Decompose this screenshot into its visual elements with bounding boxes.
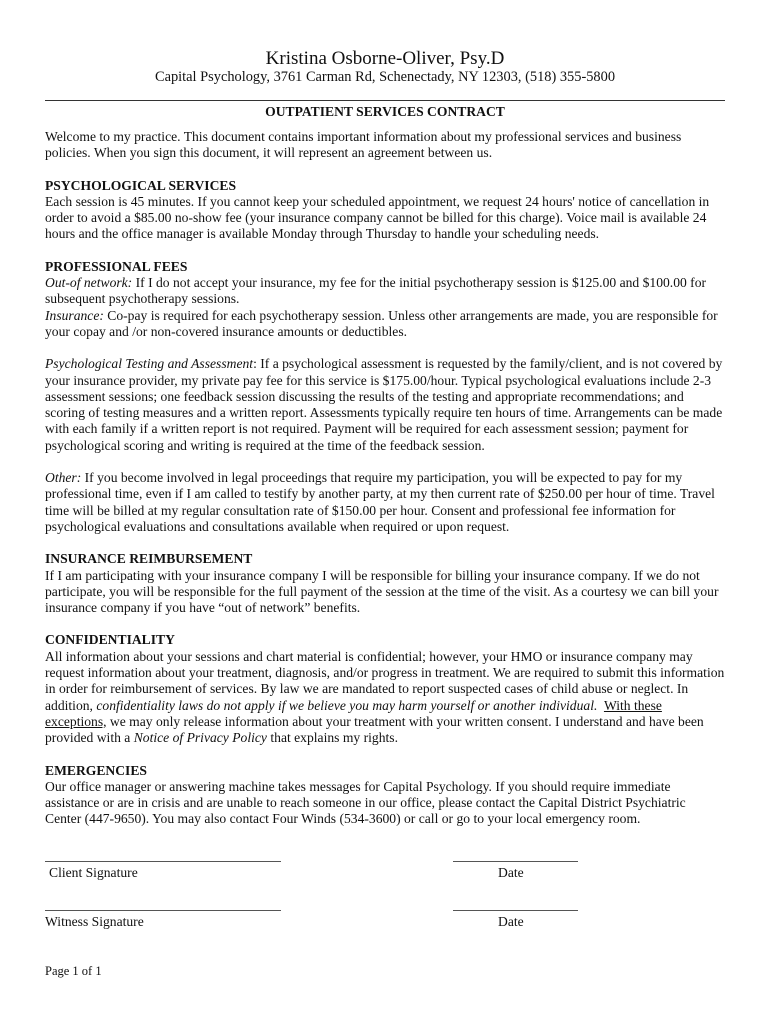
conf-text-b: we may only release information about your treatment with your written consent. I understand and have been provided with a (45, 713, 704, 746)
insurance-text: Co-pay is required for each psychotherapy session. Unless other arrangements are made, you are responsible for your copay and /or non-covered insurance amounts or deductibles. (45, 307, 718, 339)
emergencies-heading: EMERGENCIES (45, 762, 147, 778)
insurance-label: Insurance: (45, 307, 104, 323)
other-label: Other: (45, 470, 82, 486)
psych-services-heading: PSYCHOLOGICAL SERVICES (45, 177, 237, 193)
confidentiality-heading: CONFIDENTIALITY (45, 632, 175, 648)
client-signature-line[interactable] (45, 861, 281, 862)
other-text: If you become involved in legal proceedings that require my participation, you will be expected to pay for my professional time, even if I am called to testify by another party, at my then current rate of $250.00 per hour of time. Travel time will be billed at my regular consultation rate of $150.00 per hour. Consent and professional fee information for psychological evaluations and consultations available when required or upon request. (45, 470, 715, 534)
witness-date-line[interactable] (453, 910, 578, 911)
testing-text: : If a psychological assessment is requested by the family/client, and is not covered by your insurance provider, my private pay fee for this service is $175.00/hour. Typical psychological evaluations include 2-3 assessment sessions; one feedback session discussing the results of the testing and appropriate recommendations; and scoring of testing measures and a written report. Assessments typically require ten hours of time. Arrangements can be made with each family if a written report is not required. Payment will be required for each assessment session; payment for psychological scoring and writing is required at the time of the feedback session. (45, 356, 723, 453)
fees-out-of-network (45, 275, 725, 308)
conf-italic: confidentiality laws do not apply if we believe you may harm yourself or another individual. (96, 697, 598, 713)
practice-address: Capital Psychology, 3761 Carman Rd, Schenectady, NY 12303, (518) 355-5800 (154, 69, 616, 85)
client-date-line[interactable] (453, 861, 578, 862)
document-title: OUTPATIENT SERVICES CONTRACT (265, 104, 505, 119)
conf-text-c: that explains my rights. (266, 730, 398, 746)
psych-services-text: Each session is 45 minutes. If you cannot keep your scheduled appointment, we request 24 hours' notice of cancellation in order to avoid a $85.00 no-show fee (your insurance company cannot be billed for this charge). Voice mail is available 24 hours and the office manager is available Monday through Thursday to handle your scheduling needs. (45, 193, 710, 242)
conf-underline: With these exceptions, (45, 697, 662, 729)
page-number: Page 1 of 1 (45, 964, 102, 978)
witness-signature-line[interactable] (45, 910, 281, 911)
header-divider (45, 100, 725, 101)
fees-insurance (45, 308, 725, 341)
contract-body (45, 129, 725, 828)
client-date-label: Date (498, 865, 524, 880)
witness-signature-label: Witness Signature (45, 914, 144, 929)
privacy-policy-ref: Notice of Privacy Policy (133, 730, 267, 746)
insurance-text: If I am participating with your insurance company I will be responsible for billing your insurance company. If we do not participate, you will be responsible for the full payment of the session at the time of the visit. As a courtesy we can bill your insurance company if you have “out of network” benefits. (45, 567, 719, 616)
oon-label: Out-of network: (45, 275, 133, 291)
intro-paragraph: Welcome to my practice. This document contains important information about my professional services and business policies. When you sign this document, it will represent an agreement between us. (45, 129, 682, 161)
fees-testing (45, 356, 725, 454)
client-signature-label: Client Signature (49, 865, 138, 880)
witness-date-label: Date (498, 914, 524, 929)
oon-text: If I do not accept your insurance, my fee for the initial psychotherapy session is $125.00 and $100.00 for subsequent psychotherapy sessions. (45, 275, 707, 307)
insurance-heading: INSURANCE REIMBURSEMENT (45, 551, 253, 567)
fees-other (45, 470, 725, 535)
emergencies-text: Our office manager or answering machine takes messages for Capital Psychology. If you should require immediate assistance or are in crisis and are unable to reach someone in our office, please contact the Capital District Psychiatric Center (447-9650). You may also contact Four Winds (534-3600) or call or go to your local emergency room. (45, 778, 686, 827)
practitioner-name: Kristina Osborne-Oliver, Psy.D (265, 48, 505, 69)
conf-text-a: All information about your sessions and chart material is confidential; however, your HMO or insurance company may request information about your treatment, diagnosis, and/or progress in treatment. We are required to submit this information in order for reimbursement of services. By law we are mandated to report suspected cases of child abuse or neglect. In addition, (45, 648, 725, 713)
confidentiality-text (45, 649, 725, 747)
fees-heading: PROFESSIONAL FEES (45, 258, 188, 274)
testing-label: Psychological Testing and Assessment (45, 356, 254, 372)
